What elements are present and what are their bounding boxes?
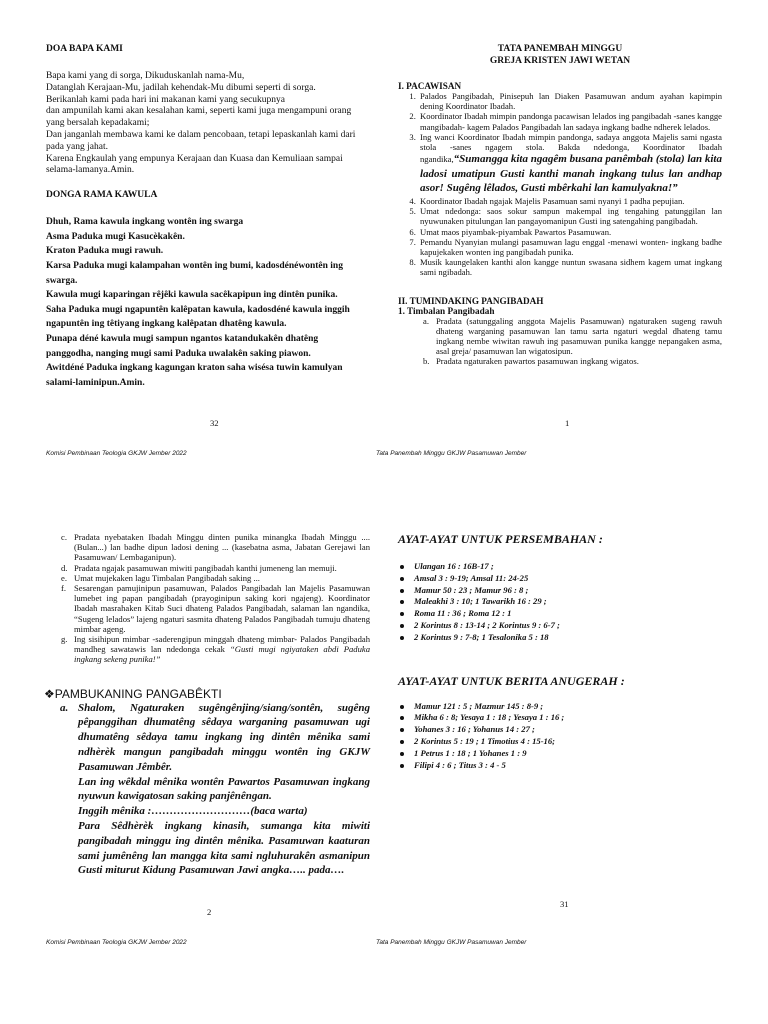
list-marker: b. <box>423 356 430 367</box>
page-footer: Komisi Pembinaan Teologia GKJW Jember 2022 <box>46 450 187 457</box>
bullet-icon <box>400 740 404 744</box>
verse-item <box>414 712 724 724</box>
document-title: TATA PANEMBAH MINGGU <box>497 44 623 54</box>
list-item <box>61 583 370 634</box>
pacawisan-list <box>398 91 722 278</box>
page-footer: Tata Panembah Minggu GKJW Pasamuwan Jember <box>376 939 527 946</box>
anugerah-verse-list <box>398 701 724 772</box>
verse-item <box>414 760 724 772</box>
list-marker: f. <box>61 583 67 594</box>
bullet-icon <box>400 612 404 616</box>
item-text: Pradata ngaturaken pawartos pasamuwan ingkang wigatos. <box>436 356 639 367</box>
list-item <box>61 532 370 563</box>
page-number: 31 <box>560 899 569 909</box>
donga-line: Saha Paduka mugi ngapuntên kalêpatan kawula, kadosdéné kawula inggih ngapuntên ing têtiyang ingkang kalêpatan dhatêng kawula. <box>46 304 350 330</box>
list-item <box>423 315 722 357</box>
page-footer: Tata Panembah Minggu GKJW Pasamuwan Jember <box>376 450 527 457</box>
timbalan-list <box>398 316 722 367</box>
document-subtitle: GREJA KRISTEN JAWI WETAN <box>489 55 631 66</box>
verse-text: Yohanes 3 : 16 ; Yohanus 14 : 27 ; <box>414 724 535 735</box>
verse-text: 2 Korintus 8 : 13-14 ; 2 Korintus 9 : 6-7 ; <box>414 619 560 630</box>
list-item: 1. Palados Pangibadah, Pinisepuh lan Diaken Pasamuwan andum ayahan kapimpin dening Koordinator Ibadah. <box>418 91 722 111</box>
list-item: 5. Umat ndedonga: saos sokur sampun makempal ing tengahing patunggilan lan nyuwunaken pitulungan lan pangayomanipun Gusti ing satengahing pangibadah. <box>418 206 722 226</box>
verse-item <box>414 748 724 760</box>
page-number: 2 <box>207 907 212 917</box>
item-text: Ing wanci Koordinator Ibadah mimpin pandonga, sadaya anggota Majelis sami ngasta stola -sanes ngagem stola. Bakda ndedonga, Koordinator Ibadah ngandika, <box>420 131 722 165</box>
persembahan-verse-list <box>398 561 724 644</box>
list-item <box>418 132 722 196</box>
verse-text: 2 Korintus 5 : 19 ; 1 Timotius 4 : 15-16; <box>414 735 556 746</box>
verse-text: Roma 11 : 36 ; Roma 12 : 1 <box>414 608 512 619</box>
item-text: Umat mujekaken lagu Timbalan Pangibadah saking ... <box>74 572 260 583</box>
ayat-ayat-section <box>398 532 724 771</box>
bullet-icon <box>400 716 404 720</box>
list-marker: a. <box>423 315 429 326</box>
bullet-icon <box>400 636 404 640</box>
list-item <box>61 634 370 665</box>
list-marker: a. <box>60 701 69 714</box>
subsection-heading: 1. Timbalan Pangibadah <box>398 305 495 316</box>
donga-title: DONGA RAMA KAWULA <box>46 190 158 201</box>
item-text: Ing sisihipun mimbar -saderengipun minggah dhateng mimbar- Palados Pangibadah mandheg sawatawis lan ndedonga cekak <box>74 634 370 655</box>
donga-line: Kraton Paduka mugi rawuh. <box>46 246 164 257</box>
doa-title: DOA BAPA KAMI <box>46 44 123 54</box>
verse-item <box>414 561 724 573</box>
bullet-icon <box>400 752 404 756</box>
announcement-placeholder: Inggih mênika :………………………(baca warta) <box>78 805 308 818</box>
prayer-quote: “Gusti mugi ngiyataken abdi Paduka ingkang sekeng punika!” <box>74 644 370 665</box>
list-item: 2. Koordinator Ibadah mimpin pandonga pacawisan lelados ing pangibadah -sanes kangge mangibadah- kagem Palados Pangibadah lan sadaya ingkang badhe ndherek lelados. <box>418 111 722 131</box>
bullet-icon <box>400 705 404 709</box>
page-footer: Komisi Pembinaan Teologia GKJW Jember 2022 <box>46 939 187 946</box>
item-text: Pradata nyebataken Ibadah Minggu dinten punika minangka Ibadah Minggu .... (Bulan...) lan badhe dipun ladosi dening ... (kasebatna asma, Jabatan Gerejawi lan Pasamuwan/ Lembaganipun). <box>74 532 370 563</box>
list-marker: c. <box>61 532 67 542</box>
verse-text: Mikha 6 : 8; Yesaya 1 : 18 ; Yesaya 1 : 16 ; <box>414 712 565 723</box>
invitation-paragraph: Para Sêdhèrèk ingkang kinasih, sumanga kita miwiti pangibadah minggu ing dintên mênika. Pasamuwan kaaturan sami jumênêng lan mangga kita sami ngluhurakên asmanipun Gusti miturut Kidung Pasamuwan Jawi angka….. pada…. <box>78 820 370 877</box>
verse-text: Maleakhi 3 : 10; 1 Tawarikh 16 : 29 ; <box>414 596 547 607</box>
verse-item <box>414 736 724 748</box>
donga-line: Punapa déné kawula mugi sampun ngantos katandukakên dhatêng panggodha, nanging mugi sami Paduka uwalakên saking piawon. <box>46 333 319 359</box>
bullet-icon <box>400 565 404 569</box>
doa-bapa-kami-section <box>46 44 364 390</box>
anugerah-heading: AYAT-AYAT UNTUK BERITA ANUGERAH : <box>398 673 625 688</box>
tata-panembah-section <box>398 44 722 367</box>
verse-item <box>414 620 724 632</box>
donga-line: Kawula mugi kaparingan rêjêki kawula sacêkapipun ing dintên punika. <box>46 290 338 301</box>
verse-text: 2 Korintus 9 : 7-8; 1 Tesalonika 5 : 18 <box>414 631 549 642</box>
verse-item <box>414 701 724 713</box>
doa-line: Karena Engkaulah yang empunya Kerajaan dan Kuasa dan Kemuliaan sampai selama-lamanya.Amin. <box>46 153 343 176</box>
verse-item <box>414 585 724 597</box>
page-number: 1 <box>565 418 570 428</box>
verse-text: 1 Petrus 1 : 18 ; 1 Yohanes 1 : 9 <box>414 747 527 758</box>
doa-line: Dan janganlah membawa kami ke dalam pencobaan, tetapi lepaskanlah kami dari pada yang jahat. <box>46 129 356 152</box>
verse-item <box>414 608 724 620</box>
verse-item <box>414 573 724 585</box>
doa-line: dan ampunilah kami akan kesalahan kami, seperti kami juga mengampuni orang yang bersalah kepadakami; <box>46 106 352 129</box>
item-text: Pradata ngajak pasamuwan miwiti pangibadah kanthi jumeneng lan memuji. <box>74 562 337 573</box>
list-marker: g. <box>61 634 68 645</box>
bullet-icon <box>400 577 404 581</box>
section-heading: ❖PAMBUKANING PANGABÊKTI <box>44 686 222 701</box>
verse-item <box>414 724 724 736</box>
list-marker: d. <box>61 562 68 573</box>
bullet-icon <box>400 764 404 768</box>
stola-quote: “Sumangga kita ngagêm busana panêmbah (stola) lan kita ladosi umatipun Gusti kanthi manah ingkang tulus lan andhap asor! Sugêng lêlados, Gusti mbêrkahi lan kamulyakna!” <box>420 153 722 195</box>
verse-text: Amsal 3 : 9-19; Amsal 11: 24-25 <box>414 572 529 583</box>
list-marker: e. <box>61 572 67 583</box>
greeting-paragraph: Shalom, Ngaturaken sugêngênjing/siang/sontên, sugêng pêpanggihan dhumatêng sêdaya warganing pasamuwan ugi dhumatêng sêdaya tamu ingkang ing dintên mênika sami ndhèrèk mangun pangibadah minggu wontên ing GKJW Pasamuwan Jêmbêr. <box>78 701 370 773</box>
page-number: 32 <box>210 418 219 428</box>
verse-item <box>414 596 724 608</box>
list-item <box>423 356 722 367</box>
bullet-icon <box>400 728 404 732</box>
section-heading: II. TUMINDAKING PANGIBADAH <box>398 295 544 306</box>
list-item: 8. Musik kaungelaken kanthi alon kangge nuntun swasana sidhem kagem umat ingkang sami ngibadah. <box>418 257 722 277</box>
verse-text: Filipi 4 : 6 ; Titus 3 : 4 - 5 <box>414 759 506 770</box>
bullet-icon <box>400 589 404 593</box>
item-text: Sesarengan pamujinipun pasamuwan, Palados Pangibadah lan Majelis Pasamuwan lumebet ing papan pangibadah (prayoginipun saking kori ngajeng). Koordinator Ibadah masrahaken Kitab Suci dhateng Palados Pangibadah, salaman lan ngandika, “Sugeng lelados” lajeng ngaturi sasmita dhateng Palados Pangibadah tumuju dhateng mimbar ageng. <box>74 583 370 634</box>
list-item: 7. Pemandu Nyanyian mulangi pasamuwan lagu enggal -menawi wonten- ingkang badhe kapujekaken wonten ing pangibadah punika. <box>418 237 722 257</box>
list-item: 4. Koordinator Ibadah ngajak Majelis Pasamuan sami nyanyi 1 padha pepujian. <box>418 196 722 206</box>
verse-text: Mamur 50 : 23 ; Mamur 96 : 8 ; <box>414 584 529 595</box>
doa-line: Bapa kami yang di sorga, Dikuduskanlah nama-Mu, <box>46 71 245 81</box>
doa-line: Datanglah Kerajaan-Mu, jadilah kehendak-Mu dibumi seperti di sorga. <box>46 82 316 93</box>
timbalan-list-continued <box>44 532 370 665</box>
donga-line: Dhuh, Rama kawula ingkang wontên ing swarga <box>46 217 244 228</box>
verse-item <box>414 632 724 644</box>
timbalan-continued-section <box>44 532 370 878</box>
section-heading: I. PACAWISAN <box>398 81 462 91</box>
list-item <box>61 562 370 573</box>
donga-line: Awitdéné Paduka ingkang kagungan kraton saha wisésa tuwin kamulyan salami-laminipun.Amin. <box>46 363 343 388</box>
donga-line: Karsa Paduka mugi kalampahan wontên ing bumi, kadosdénéwontên ing swarga. <box>46 260 343 286</box>
doa-line: Berikanlah kami pada hari ini makanan kami yang secukupnya <box>46 94 286 105</box>
verse-text: Mamur 121 : 5 ; Mazmur 145 : 8-9 ; <box>414 700 544 711</box>
donga-line: Asma Paduka mugi Kasucèkakên. <box>46 231 185 242</box>
verse-text: Ulangan 16 : 16B-17 ; <box>414 561 494 571</box>
persembahan-heading: AYAT-AYAT UNTUK PERSEMBAHAN : <box>398 532 603 546</box>
list-item <box>61 572 370 583</box>
announcement-paragraph: Lan ing wêkdal mênika wontên Pawartos Pasamuwan ingkang nyuwun kawigatosan saking panjênêngan. <box>78 775 370 803</box>
pambukaning-text <box>44 701 370 879</box>
bullet-icon <box>400 600 404 604</box>
bullet-icon <box>400 624 404 628</box>
item-text: Pradata (satunggaling anggota Majelis Pasamuwan) ngaturaken sugeng rawuh dhateng warganing pasamuwan lan tamu sarta ngaturi wegdal dhateng tamu ingkang nembe wiwitan rawuh ing pasamuwan punika kangge nepangaken asma, asal greja/ pasamuwan lan wigatosipun. <box>436 315 722 357</box>
list-item: 6. Umat maos piyambak-piyambak Pawartos Pasamuwan. <box>418 227 722 237</box>
